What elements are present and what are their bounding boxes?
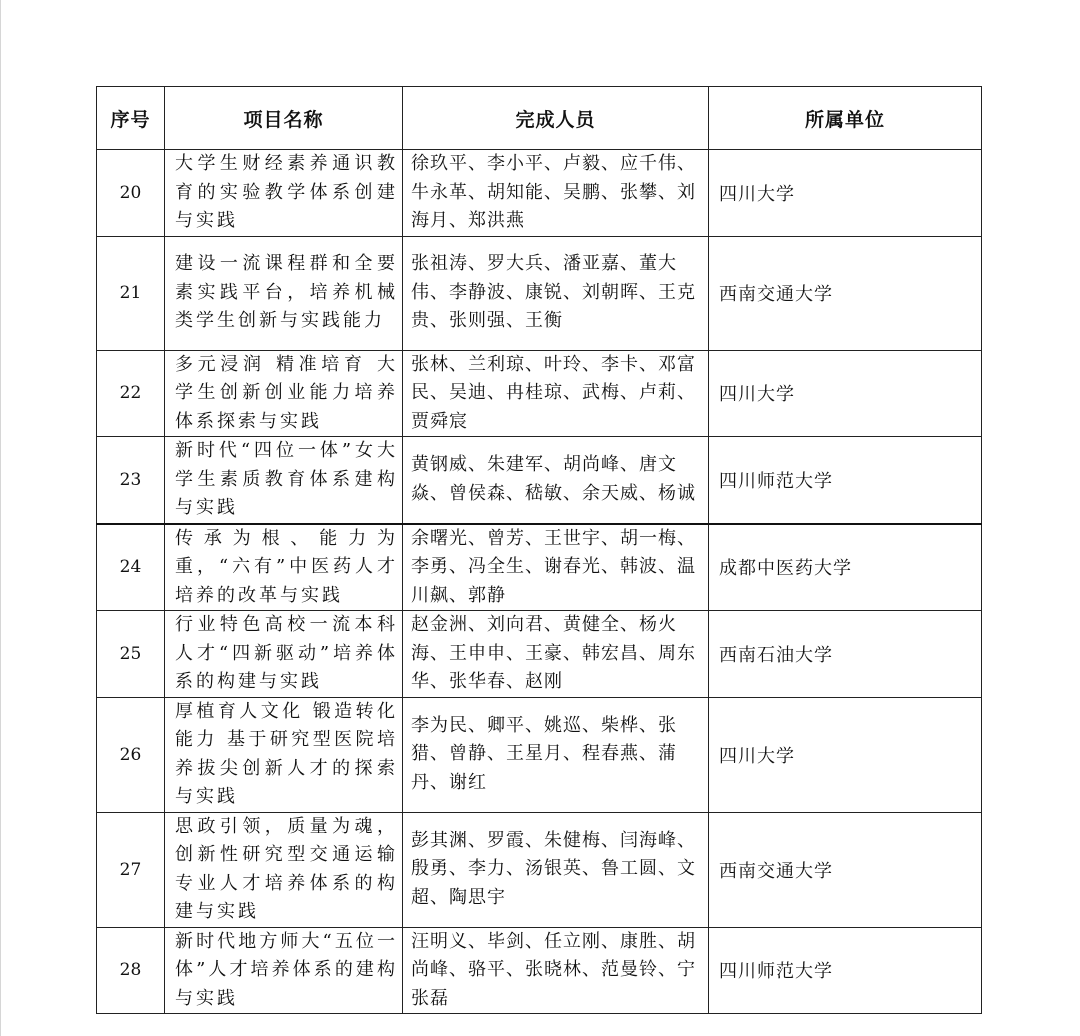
table-row: [97, 524, 982, 611]
row-project-name: 传承为根、能力为重，“六有”中医药人才培养的改革与实践: [165, 524, 403, 611]
row-unit: 西南交通大学: [709, 236, 982, 350]
header-members: 完成人员: [403, 87, 709, 150]
row-members: 张祖涛、罗大兵、潘亚嘉、董大伟、李静波、康锐、刘朝晖、王克贵、张则强、王衡: [403, 236, 709, 350]
row-project-name: 建设一流课程群和全要素实践平台，培养机械类学生创新与实践能力: [165, 236, 403, 350]
table-row: [97, 611, 982, 698]
row-project-name: 厚植育人文化 锻造转化能力 基于研究型医院培养拔尖创新人才的探索与实践: [165, 697, 403, 812]
table-row: [97, 812, 982, 927]
row-serial-number: 22: [97, 350, 165, 437]
row-project-name: 新时代地方师大“五位一体”人才培养体系的建构与实践: [165, 927, 403, 1014]
header-serial-number: 序号: [97, 87, 165, 150]
row-members: 黄钢威、朱建军、胡尚峰、唐文焱、曾侯森、嵇敏、余天威、杨诚: [403, 437, 709, 524]
table-row: [97, 350, 982, 437]
table-row: [97, 437, 982, 524]
row-unit: 西南交通大学: [709, 812, 982, 927]
row-serial-number: 23: [97, 437, 165, 524]
row-members: 汪明义、毕剑、任立刚、康胜、胡尚峰、骆平、张晓林、范曼铃、宁张磊: [403, 927, 709, 1014]
row-project-name: 大学生财经素养通识教育的实验教学体系创建与实践: [165, 150, 403, 237]
row-unit: 西南石油大学: [709, 611, 982, 698]
row-members: 徐玖平、李小平、卢毅、应千伟、牛永革、胡知能、吴鹏、张攀、刘海月、郑洪燕: [403, 150, 709, 237]
row-serial-number: 27: [97, 812, 165, 927]
row-serial-number: 28: [97, 927, 165, 1014]
row-members: 余曙光、曾芳、王世宇、胡一梅、李勇、冯全生、谢春光、韩波、温川飙、郭静: [403, 524, 709, 611]
row-members: 赵金洲、刘向君、黄健全、杨火海、王申申、王豪、韩宏昌、周东华、张华春、赵刚: [403, 611, 709, 698]
row-unit: 四川大学: [709, 350, 982, 437]
row-unit: 四川师范大学: [709, 437, 982, 524]
row-serial-number: 24: [97, 524, 165, 611]
award-projects-table: [96, 86, 982, 1014]
row-project-name: 思政引领，质量为魂，创新性研究型交通运输专业人才培养体系的构建与实践: [165, 812, 403, 927]
table-row: [97, 697, 982, 812]
row-project-name: 行业特色高校一流本科人才“四新驱动”培养体系的构建与实践: [165, 611, 403, 698]
row-unit: 成都中医药大学: [709, 524, 982, 611]
row-serial-number: 26: [97, 697, 165, 812]
row-unit: 四川大学: [709, 150, 982, 237]
table-row: [97, 150, 982, 237]
row-project-name: 新时代“四位一体”女大学生素质教育体系建构与实践: [165, 437, 403, 524]
row-serial-number: 25: [97, 611, 165, 698]
row-members: 彭其渊、罗霞、朱健梅、闫海峰、殷勇、李力、汤银英、鲁工圆、文超、陶思宇: [403, 812, 709, 927]
header-unit: 所属单位: [709, 87, 982, 150]
table-header-row: [97, 87, 982, 150]
row-unit: 四川师范大学: [709, 927, 982, 1014]
row-serial-number: 21: [97, 236, 165, 350]
row-unit: 四川大学: [709, 697, 982, 812]
row-members: 李为民、卿平、姚巡、柴桦、张猎、曾静、王星月、程春燕、蒲丹、谢红: [403, 697, 709, 812]
row-project-name: 多元浸润 精准培育 大学生创新创业能力培养体系探索与实践: [165, 350, 403, 437]
table-row: [97, 236, 982, 350]
header-project-name: 项目名称: [165, 87, 403, 150]
row-members: 张林、兰利琼、叶玲、李卡、邓富民、吴迪、冉桂琼、武梅、卢莉、贾舜宸: [403, 350, 709, 437]
row-serial-number: 20: [97, 150, 165, 237]
table-row: [97, 927, 982, 1014]
